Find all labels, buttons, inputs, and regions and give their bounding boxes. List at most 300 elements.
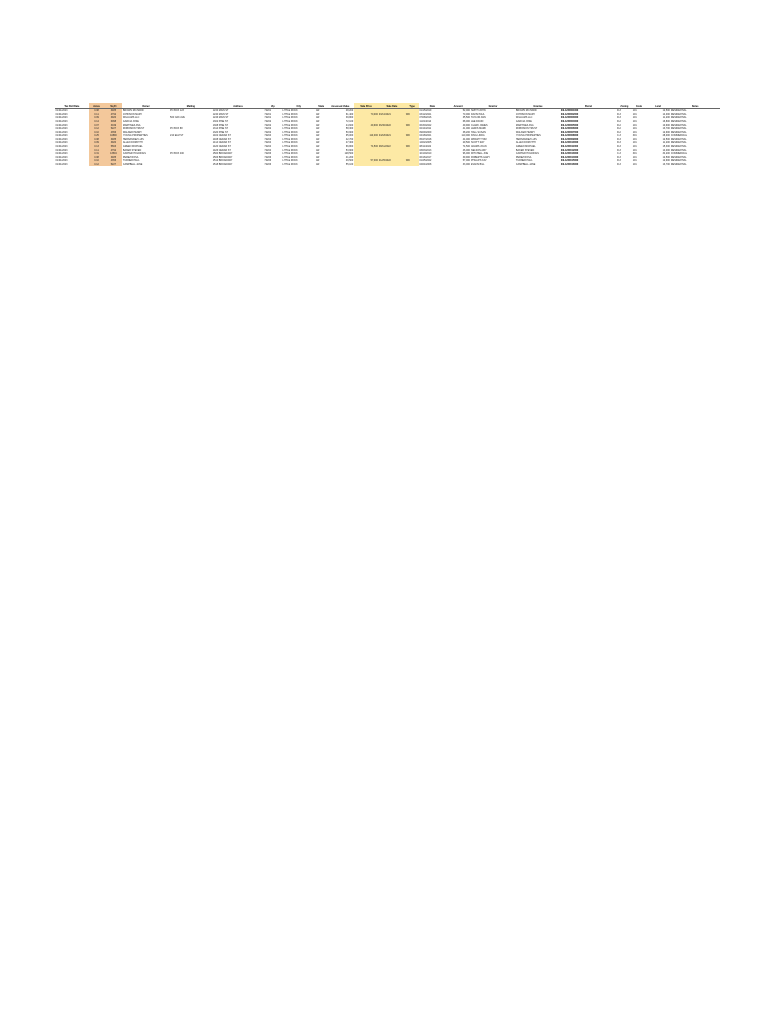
table-cell[interactable]: 0.10 bbox=[89, 159, 105, 163]
table-cell[interactable]: 4356 bbox=[104, 159, 122, 163]
table-cell[interactable]: R-2 bbox=[617, 127, 621, 131]
table-cell[interactable]: CARTER HOLDINGS bbox=[122, 152, 146, 156]
table-cell[interactable]: 6098 bbox=[104, 120, 122, 124]
table-cell[interactable]: TURNER PAUL bbox=[515, 159, 533, 163]
table-cell[interactable]: 61,400 bbox=[345, 112, 354, 116]
column-header[interactable]: State bbox=[316, 103, 327, 109]
table-cell[interactable]: RESIDENTIAL bbox=[670, 130, 687, 134]
table-cell[interactable]: 101 bbox=[632, 127, 637, 131]
table-cell[interactable]: 39,800 bbox=[345, 116, 354, 120]
table-cell[interactable]: AR bbox=[316, 152, 320, 156]
table-cell[interactable]: 72206 bbox=[264, 152, 272, 156]
table-cell[interactable]: RESIDENTIAL bbox=[670, 162, 687, 166]
table-cell[interactable]: R-3 bbox=[617, 141, 621, 145]
table-cell[interactable]: 01/01/2023 bbox=[55, 162, 68, 166]
table-cell[interactable]: HALL SUSAN bbox=[471, 130, 486, 134]
table-cell[interactable]: 13,700 bbox=[662, 127, 670, 131]
table-cell[interactable] bbox=[378, 163, 405, 167]
table-cell[interactable]: 72,100 bbox=[345, 119, 354, 123]
table-cell[interactable]: 1408 CEDAR ST bbox=[212, 137, 231, 141]
table-cell[interactable]: 44,000 bbox=[462, 137, 470, 141]
table-cell[interactable]: R-3 bbox=[617, 112, 621, 116]
table-cell[interactable]: 49,900 bbox=[354, 123, 379, 127]
table-cell[interactable]: 0.09 bbox=[89, 141, 105, 145]
table-cell[interactable]: 500 OAK AVE bbox=[170, 116, 185, 120]
table-cell[interactable]: RESIDENTIAL bbox=[670, 144, 687, 148]
table-cell[interactable]: 34L1230003000 bbox=[560, 116, 579, 120]
table-cell[interactable]: 12,900 bbox=[662, 130, 670, 134]
table-cell[interactable]: TURNER PAUL bbox=[122, 159, 140, 163]
table-cell[interactable]: 4356 bbox=[104, 130, 122, 134]
table-cell[interactable]: 68,000 bbox=[462, 119, 470, 123]
table-cell[interactable]: LITTLE ROCK bbox=[282, 155, 298, 159]
table-cell[interactable]: 4792 bbox=[104, 113, 122, 117]
table-cell[interactable]: 3920 bbox=[104, 141, 122, 145]
table-cell[interactable]: LITTLE ROCK bbox=[282, 116, 298, 120]
table-cell[interactable]: 1420 CEDAR ST bbox=[212, 144, 231, 148]
table-cell[interactable]: 01/15/2019 bbox=[419, 109, 432, 113]
table-cell[interactable]: RESIDENTIAL bbox=[670, 127, 687, 131]
table-cell[interactable]: 13,700 bbox=[662, 162, 670, 166]
table-cell[interactable]: 72201 bbox=[264, 116, 272, 120]
table-cell[interactable]: 12,500 bbox=[662, 109, 670, 113]
table-cell[interactable]: 3485 bbox=[104, 156, 122, 160]
table-cell[interactable]: AR bbox=[316, 141, 320, 145]
column-header[interactable]: Grantor bbox=[471, 103, 516, 109]
table-cell[interactable]: ALLEN DOROTHY bbox=[122, 141, 144, 145]
table-cell[interactable]: 12,500 bbox=[662, 137, 670, 141]
table-cell[interactable]: 06/16/2017 bbox=[419, 155, 432, 159]
table-cell[interactable]: R-2 bbox=[617, 119, 621, 123]
table-cell[interactable]: COMMERCIAL bbox=[670, 134, 688, 138]
table-cell[interactable]: 0.09 bbox=[89, 116, 105, 120]
table-cell[interactable]: 66,800 bbox=[345, 144, 354, 148]
table-cell[interactable]: AR bbox=[316, 119, 320, 123]
table-cell[interactable]: 53,900 bbox=[345, 148, 354, 152]
table-cell[interactable]: 01/01/2023 bbox=[55, 141, 68, 145]
table-cell[interactable]: RESIDENTIAL bbox=[670, 112, 687, 116]
table-cell[interactable]: 72202 bbox=[264, 119, 272, 123]
table-cell[interactable]: MITCHELL JOE bbox=[471, 152, 489, 156]
column-header[interactable]: Code bbox=[632, 103, 645, 109]
table-cell[interactable]: 34L1230013000 bbox=[560, 152, 579, 156]
table-cell[interactable]: 39,900 bbox=[462, 155, 470, 159]
table-cell[interactable]: 14,000 bbox=[662, 112, 670, 116]
table-cell[interactable]: LITTLE ROCK bbox=[282, 159, 298, 163]
table-cell[interactable]: 128,500 bbox=[344, 152, 354, 156]
table-cell[interactable]: 01/25/2022 bbox=[378, 159, 405, 163]
table-cell[interactable]: 11,200 bbox=[662, 141, 670, 145]
table-cell[interactable]: 1240 MAIN ST bbox=[212, 112, 229, 116]
column-header[interactable]: Zip bbox=[264, 103, 282, 109]
table-cell[interactable]: 01/01/2023 bbox=[55, 134, 68, 138]
column-header[interactable]: Assessed Value bbox=[327, 103, 354, 109]
table-cell[interactable]: PO BOX 88 bbox=[170, 127, 183, 131]
table-cell[interactable] bbox=[354, 163, 379, 167]
table-cell[interactable]: 01/01/2023 bbox=[55, 112, 68, 116]
table-cell[interactable]: CAMPBELL JANE bbox=[515, 162, 536, 166]
table-cell[interactable]: 35,500 bbox=[462, 116, 470, 120]
table-cell[interactable]: 72204 bbox=[264, 134, 272, 138]
table-cell[interactable]: ROBINSON TRUST bbox=[515, 127, 538, 131]
table-cell[interactable]: 01/01/2023 bbox=[55, 148, 68, 152]
table-cell[interactable]: 4792 bbox=[104, 148, 122, 152]
table-cell[interactable]: 72206 bbox=[264, 162, 272, 166]
table-cell[interactable]: 01/01/2023 bbox=[55, 127, 68, 131]
table-cell[interactable]: RESIDENTIAL bbox=[670, 141, 687, 145]
table-cell[interactable]: WD bbox=[405, 145, 418, 149]
table-cell[interactable]: 72204 bbox=[264, 148, 272, 152]
table-cell[interactable]: 0.08 bbox=[89, 109, 105, 113]
table-cell[interactable]: 34L1230002000 bbox=[560, 112, 579, 116]
table-cell[interactable]: DAVIS PAUL bbox=[471, 112, 485, 116]
table-cell[interactable]: 42,700 bbox=[345, 137, 354, 141]
table-cell[interactable]: 16,800 bbox=[662, 119, 670, 123]
table-cell[interactable]: 34L1230001000 bbox=[560, 109, 579, 113]
column-header[interactable]: City bbox=[282, 103, 316, 109]
table-cell[interactable]: 72206 bbox=[264, 155, 272, 159]
table-cell[interactable]: 34,200 bbox=[662, 152, 670, 156]
table-cell[interactable]: COMMERCIAL bbox=[670, 152, 688, 156]
table-cell[interactable]: 55,100 bbox=[345, 162, 354, 166]
table-cell[interactable]: 48,200 bbox=[345, 109, 354, 113]
table-cell[interactable]: R-3 bbox=[617, 109, 621, 113]
table-cell[interactable]: AR bbox=[316, 137, 320, 141]
table-cell[interactable]: 52,000 bbox=[462, 109, 470, 113]
table-cell[interactable]: CARTER HOLDINGS bbox=[515, 152, 539, 156]
table-cell[interactable]: 72204 bbox=[264, 144, 272, 148]
column-header[interactable]: Mailing bbox=[170, 103, 213, 109]
table-cell[interactable]: LITTLE ROCK bbox=[282, 152, 298, 156]
table-cell[interactable]: LITTLE ROCK bbox=[282, 134, 298, 138]
table-cell[interactable]: MARTINEZ ANA bbox=[515, 123, 534, 127]
table-cell[interactable]: 34L1230006000 bbox=[560, 127, 579, 131]
table-cell[interactable]: 01/01/2023 bbox=[55, 137, 68, 141]
table-cell[interactable]: 1302 PINE ST bbox=[212, 119, 228, 123]
table-cell[interactable]: 72202 bbox=[264, 123, 272, 127]
table-cell[interactable]: 11/21/2014 bbox=[419, 119, 432, 123]
table-cell[interactable]: 1246 MAIN ST bbox=[212, 116, 229, 120]
table-cell[interactable]: 301 bbox=[632, 134, 637, 138]
table-cell[interactable]: 34L1230004000 bbox=[560, 119, 579, 123]
table-cell[interactable]: BROWN RICHARD bbox=[122, 109, 144, 113]
table-cell[interactable]: 0.25 bbox=[89, 134, 105, 138]
table-cell[interactable]: 01/01/2023 bbox=[55, 119, 68, 123]
table-cell[interactable]: 03/12/2021 bbox=[419, 112, 432, 116]
table-cell[interactable]: PEREZ ROSA bbox=[122, 155, 139, 159]
table-cell[interactable]: 1426 CEDAR ST bbox=[212, 148, 231, 152]
table-cell[interactable]: 08/11/2022 bbox=[419, 144, 432, 148]
table-cell[interactable]: WILLIAMS LLC bbox=[122, 116, 140, 120]
table-cell[interactable]: 41,000 bbox=[462, 127, 470, 131]
table-cell[interactable]: 47,300 bbox=[345, 141, 354, 145]
table-cell[interactable]: 95,000 bbox=[345, 134, 354, 138]
table-cell[interactable]: AR bbox=[316, 116, 320, 120]
table-cell[interactable]: 0.12 bbox=[89, 127, 105, 131]
table-cell[interactable]: 74,500 bbox=[354, 145, 379, 149]
table-cell[interactable]: 0.07 bbox=[89, 123, 105, 127]
column-header[interactable]: Sale Date bbox=[378, 103, 405, 109]
table-cell[interactable]: AR bbox=[316, 148, 320, 152]
table-cell[interactable]: 1234 MAIN ST bbox=[212, 109, 229, 113]
table-cell[interactable]: 101 bbox=[632, 159, 637, 163]
table-cell[interactable]: SCOTT RAY bbox=[471, 141, 485, 145]
table-cell[interactable]: 04/04/2008 bbox=[419, 162, 432, 166]
column-header[interactable]: Sale Price bbox=[354, 103, 379, 109]
table-row[interactable] bbox=[55, 163, 720, 167]
table-cell[interactable]: CLARK JAMES bbox=[471, 123, 488, 127]
table-cell[interactable]: 38,200 bbox=[462, 130, 470, 134]
table-cell[interactable]: 70,000 bbox=[462, 112, 470, 116]
table-cell[interactable]: 04/18/2021 bbox=[419, 134, 432, 138]
table-cell[interactable]: TAYLOR ANN bbox=[471, 116, 486, 120]
table-cell[interactable]: 03/03/2013 bbox=[419, 148, 432, 152]
table-cell[interactable]: R-3 bbox=[617, 144, 621, 148]
table-cell[interactable]: PO BOX 123 bbox=[170, 109, 184, 113]
column-header[interactable]: Land bbox=[646, 103, 671, 109]
table-cell[interactable]: WD bbox=[405, 123, 418, 127]
table-cell[interactable]: 02/14/2011 bbox=[419, 127, 432, 131]
table-cell[interactable]: ROBINSON TRUST bbox=[122, 127, 145, 131]
table-cell[interactable] bbox=[405, 163, 418, 167]
table-cell[interactable]: 01/01/2023 bbox=[55, 159, 68, 163]
table-cell[interactable]: 10890 bbox=[104, 134, 122, 138]
table-cell[interactable]: 34L1230010000 bbox=[560, 141, 579, 145]
table-cell[interactable]: 33,000 bbox=[462, 162, 470, 166]
table-cell[interactable]: AR bbox=[316, 159, 320, 163]
table-cell[interactable]: C-3 bbox=[617, 152, 621, 156]
column-header[interactable]: Sq Ft bbox=[104, 103, 122, 109]
table-cell[interactable]: 70,000 bbox=[354, 113, 379, 117]
table-cell[interactable]: RESIDENTIAL bbox=[670, 137, 687, 141]
table-cell[interactable]: 34L1230008000 bbox=[560, 134, 579, 138]
table-cell[interactable]: 1308 PINE ST bbox=[212, 123, 228, 127]
table-cell[interactable]: R-3 bbox=[617, 148, 621, 152]
table-cell[interactable]: GREEN MICHAEL bbox=[515, 144, 536, 148]
table-cell[interactable]: 13504 bbox=[104, 152, 122, 156]
table-cell[interactable]: LITTLE ROCK bbox=[282, 162, 298, 166]
table-cell[interactable]: 3920 bbox=[104, 116, 122, 120]
table-cell[interactable]: R-2 bbox=[617, 123, 621, 127]
table-cell[interactable]: 1414 CEDAR ST bbox=[212, 141, 231, 145]
table-cell[interactable]: 1506 BROADWAY bbox=[212, 155, 233, 159]
table-cell[interactable]: 110,000 bbox=[354, 134, 379, 138]
table-cell[interactable]: R-3 bbox=[617, 137, 621, 141]
table-cell[interactable]: 58,300 bbox=[345, 127, 354, 131]
table-cell[interactable]: NELSON AMY bbox=[471, 148, 487, 152]
table-cell[interactable]: 0.31 bbox=[89, 152, 105, 156]
table-cell[interactable]: LITTLE ROCK bbox=[282, 141, 298, 145]
table-cell[interactable]: 101 bbox=[632, 137, 637, 141]
table-cell[interactable]: WD bbox=[405, 113, 418, 117]
table-cell[interactable]: 34L1230015000 bbox=[560, 159, 579, 163]
table-cell[interactable]: R-3 bbox=[617, 116, 621, 120]
table-cell[interactable]: 01/01/2023 bbox=[55, 123, 68, 127]
table-cell[interactable]: 34L1230012000 bbox=[560, 148, 579, 152]
table-cell[interactable]: 110,000 bbox=[461, 134, 470, 138]
table-cell[interactable]: 12,500 bbox=[662, 155, 670, 159]
table-cell[interactable]: LITTLE ROCK bbox=[282, 109, 298, 113]
table-cell[interactable]: AR bbox=[316, 162, 320, 166]
table-cell[interactable]: 44,600 bbox=[345, 123, 354, 127]
table-cell[interactable]: WRIGHT TOM bbox=[471, 137, 487, 141]
table-cell[interactable]: 5227 bbox=[104, 163, 122, 167]
table-cell[interactable]: AR bbox=[316, 112, 320, 116]
table-cell[interactable]: 0.08 bbox=[89, 138, 105, 142]
table-cell[interactable]: 3485 bbox=[104, 138, 122, 142]
table-cell[interactable]: ADAMS JOAN bbox=[471, 144, 487, 148]
table-cell[interactable]: LITTLE ROCK bbox=[282, 123, 298, 127]
table-cell[interactable]: GREEN MICHAEL bbox=[122, 144, 143, 148]
table-cell[interactable]: 1402 CEDAR ST bbox=[212, 134, 231, 138]
column-header[interactable]: Date bbox=[419, 103, 446, 109]
table-cell[interactable]: 1500 BROADWAY bbox=[212, 152, 233, 156]
table-cell[interactable]: AR bbox=[316, 127, 320, 131]
table-cell[interactable]: 41,200 bbox=[345, 155, 354, 159]
table-cell[interactable]: 46,000 bbox=[462, 148, 470, 152]
table-cell[interactable]: 101 bbox=[632, 144, 637, 148]
table-cell[interactable]: 3485 bbox=[104, 109, 122, 113]
table-cell[interactable]: 06/30/2022 bbox=[378, 123, 405, 127]
table-cell[interactable]: 49,500 bbox=[345, 159, 354, 163]
table-cell[interactable]: 5227 bbox=[104, 127, 122, 131]
table-cell[interactable]: 101 bbox=[632, 141, 637, 145]
table-cell[interactable]: 01/01/2023 bbox=[55, 130, 68, 134]
table-cell[interactable]: RESIDENTIAL bbox=[670, 159, 687, 163]
table-cell[interactable]: 07/08/2016 bbox=[419, 116, 432, 120]
table-cell[interactable]: 01/01/2023 bbox=[55, 109, 68, 113]
column-header[interactable]: Grantee bbox=[515, 103, 560, 109]
table-cell[interactable]: 72202 bbox=[264, 127, 272, 131]
table-cell[interactable]: 11,200 bbox=[662, 116, 670, 120]
table-cell[interactable]: 101 bbox=[632, 130, 637, 134]
table-cell[interactable]: 0.13 bbox=[89, 145, 105, 149]
table-cell[interactable]: 301 bbox=[632, 152, 637, 156]
table-cell[interactable]: 101 bbox=[632, 155, 637, 159]
table-cell[interactable]: 10/10/2010 bbox=[419, 152, 432, 156]
table-cell[interactable]: ROBERTS GARY bbox=[471, 155, 490, 159]
table-cell[interactable]: 34L1230011000 bbox=[560, 144, 579, 148]
table-cell[interactable]: BROWN RICHARD bbox=[515, 109, 537, 113]
table-cell[interactable]: RESIDENTIAL bbox=[670, 116, 687, 120]
table-cell[interactable]: 29,500 bbox=[462, 141, 470, 145]
table-cell[interactable]: YOUNG PROPERTIES bbox=[122, 134, 148, 138]
table-cell[interactable]: WALKER HENRY bbox=[122, 130, 142, 134]
column-header[interactable]: Type bbox=[405, 103, 418, 109]
table-cell[interactable]: 50,900 bbox=[345, 130, 354, 134]
table-cell[interactable]: R-2 bbox=[617, 130, 621, 134]
table-cell[interactable]: 74,500 bbox=[462, 144, 470, 148]
table-cell[interactable]: 15,300 bbox=[662, 144, 670, 148]
table-cell[interactable]: WALKER HENRY bbox=[515, 130, 535, 134]
table-cell[interactable]: RESIDENTIAL bbox=[670, 109, 687, 113]
table-cell[interactable]: RESIDENTIAL bbox=[670, 119, 687, 123]
table-cell[interactable]: 06/30/2022 bbox=[419, 123, 432, 127]
table-cell[interactable]: 0.11 bbox=[89, 113, 105, 117]
table-cell[interactable]: 10,900 bbox=[662, 123, 670, 127]
table-cell[interactable]: 12/02/2005 bbox=[419, 141, 432, 145]
table-cell[interactable]: 72202 bbox=[264, 130, 272, 134]
table-cell[interactable]: 12,900 bbox=[662, 159, 670, 163]
table-cell[interactable]: 28,000 bbox=[662, 134, 670, 138]
column-header[interactable]: Notes bbox=[670, 103, 720, 109]
table-cell[interactable]: 04/18/2021 bbox=[378, 134, 405, 138]
table-cell[interactable]: 1518 BROADWAY bbox=[212, 162, 233, 166]
table-cell[interactable]: 101 bbox=[632, 109, 637, 113]
table-cell[interactable]: 34L1230005000 bbox=[560, 123, 579, 127]
table-cell[interactable]: PEREZ ROSA bbox=[515, 155, 532, 159]
table-cell[interactable]: 101 bbox=[632, 162, 637, 166]
table-cell[interactable]: WD bbox=[405, 134, 418, 138]
table-cell[interactable]: 101 bbox=[632, 148, 637, 152]
table-cell[interactable]: GARCIA JOSE bbox=[122, 119, 139, 123]
table-cell[interactable]: 0.08 bbox=[89, 156, 105, 160]
table-cell[interactable]: LITTLE ROCK bbox=[282, 127, 298, 131]
table-cell[interactable]: 72201 bbox=[264, 112, 272, 116]
table-cell[interactable]: 05/27/2018 bbox=[419, 137, 432, 141]
table-cell[interactable]: C-3 bbox=[617, 134, 621, 138]
table-cell[interactable]: AR bbox=[316, 144, 320, 148]
table-cell[interactable]: 34L1230007000 bbox=[560, 130, 579, 134]
table-cell[interactable]: WILLIAMS LLC bbox=[515, 116, 533, 120]
table-cell[interactable]: 08/11/2022 bbox=[378, 145, 405, 149]
table-cell[interactable]: SMITH JOHN bbox=[471, 109, 486, 113]
column-header[interactable]: Zoning bbox=[617, 103, 633, 109]
table-cell[interactable]: WD bbox=[405, 159, 418, 163]
table-cell[interactable]: 5663 bbox=[104, 145, 122, 149]
table-cell[interactable]: 1512 BROADWAY bbox=[212, 159, 233, 163]
table-cell[interactable]: AR bbox=[316, 134, 320, 138]
table-cell[interactable]: 49,900 bbox=[462, 123, 470, 127]
column-header[interactable]: Tax Roll Date bbox=[55, 103, 89, 109]
table-cell[interactable]: 01/01/2023 bbox=[55, 144, 68, 148]
table-cell[interactable]: RESIDENTIAL bbox=[670, 123, 687, 127]
table-cell[interactable]: LITTLE ROCK bbox=[282, 148, 298, 152]
table-cell[interactable]: 14,000 bbox=[662, 148, 670, 152]
table-cell[interactable]: EVANS BILL bbox=[471, 162, 485, 166]
table-cell[interactable]: BAKER STEVEN bbox=[515, 148, 535, 152]
table-cell[interactable]: 03/12/2021 bbox=[378, 113, 405, 117]
table-cell[interactable]: 0.14 bbox=[89, 120, 105, 124]
column-header[interactable]: Owner bbox=[122, 103, 169, 109]
table-cell[interactable]: 3049 bbox=[104, 123, 122, 127]
table-cell[interactable]: 34L1230016000 bbox=[560, 162, 579, 166]
table-cell[interactable]: 1314 PINE ST bbox=[212, 127, 228, 131]
table-cell[interactable]: 57,000 bbox=[354, 159, 379, 163]
table-cell[interactable]: LEE DAVID bbox=[471, 119, 484, 123]
table-cell[interactable]: RESIDENTIAL bbox=[670, 155, 687, 159]
table-cell[interactable]: 101 bbox=[632, 112, 637, 116]
table-cell[interactable]: 72204 bbox=[264, 141, 272, 145]
table-cell[interactable]: BAKER STEVEN bbox=[122, 148, 142, 152]
table-cell[interactable]: R-3 bbox=[617, 155, 621, 159]
column-header[interactable]: Amount bbox=[446, 103, 471, 109]
table-cell[interactable]: KING LINDA bbox=[471, 134, 485, 138]
table-cell[interactable]: 210 ELM ST bbox=[170, 134, 184, 138]
table-cell[interactable]: LITTLE ROCK bbox=[282, 119, 298, 123]
table-cell[interactable]: JOHNSON MARY bbox=[515, 112, 536, 116]
table-cell[interactable]: LITTLE ROCK bbox=[282, 112, 298, 116]
table-cell[interactable]: YOUNG PROPERTIES bbox=[515, 134, 541, 138]
table-cell[interactable]: 72204 bbox=[264, 137, 272, 141]
table-cell[interactable]: 96,000 bbox=[462, 152, 470, 156]
table-cell[interactable]: JOHNSON MARY bbox=[122, 112, 143, 116]
table-cell[interactable]: 101 bbox=[632, 119, 637, 123]
table-cell[interactable]: LITTLE ROCK bbox=[282, 130, 298, 134]
table-cell[interactable]: 01/01/2023 bbox=[55, 116, 68, 120]
table-cell[interactable]: 101 bbox=[632, 116, 637, 120]
table-cell[interactable]: LITTLE ROCK bbox=[282, 144, 298, 148]
